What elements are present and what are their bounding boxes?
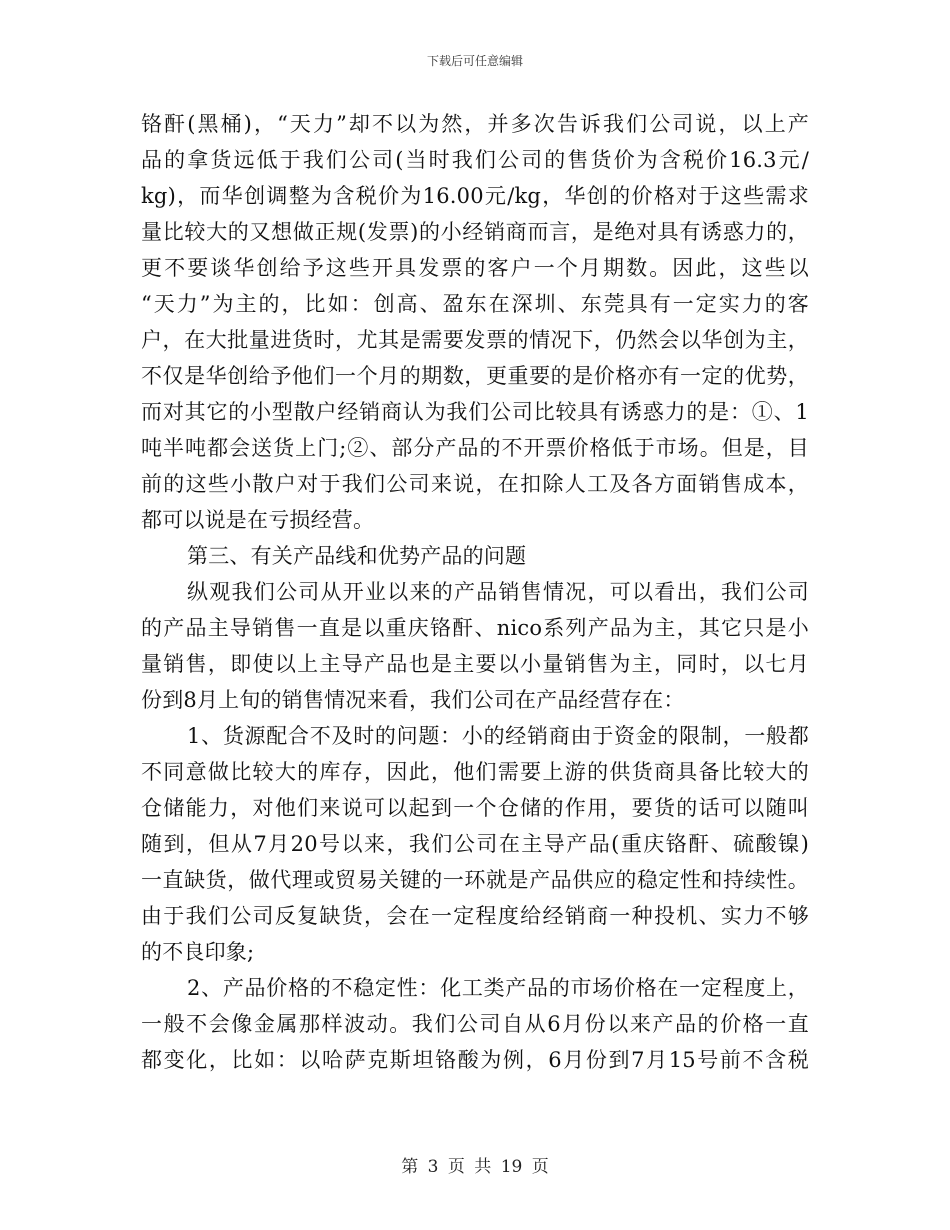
paragraph-start: 纵观我们公司从开业以来的产品销售情况，可以看出，我们公司 [187,580,809,604]
text-line: 一般不会像金属那样波动。我们公司自从6月份以来产品的价格一直 [141,1012,809,1036]
text-line: 户，在大批量进货时，尤其是需要发票的情况下，仍然会以华创为主， [141,328,809,352]
text-line: 量比较大的又想做正规(发票)的小经销商而言，是绝对具有诱惑力的， [141,220,809,244]
text-line: 前的这些小散户对于我们公司来说，在扣除人工及各方面销售成本， [141,472,809,496]
text-line: 不同意做比较大的库存，因此，他们需要上游的供货商具备比较大的 [141,760,809,784]
text-line: 品的拿货远低于我们公司(当时我们公司的售货价为含税价16.3元/ [141,148,809,172]
text-line: 更不要谈华创给予这些开具发票的客户一个月期数。因此，这些以 [141,256,809,280]
section-heading: 第三、有关产品线和优势产品的问题 [187,544,527,568]
text-line: 都可以说是在亏损经营。 [141,508,375,532]
document-body [141,106,809,1078]
text-line: 仓储能力，对他们来说可以起到一个仓储的作用，要货的话可以随叫 [141,796,809,820]
text-line: 份到8月上旬的销售情况来看，我们公司在产品经营存在： [141,688,685,712]
text-line: 的不良印象; [141,940,255,964]
text-line: 都变化，比如：以哈萨克斯坦铬酸为例，6月份到7月15号前不含税 [141,1048,809,1072]
text-line: 不仅是华创给予他们一个月的期数，更重要的是价格亦有一定的优势， [141,364,809,388]
page-footer: 第 3 页 共 19 页 [401,1157,549,1177]
text-line: 由于我们公司反复缺货，会在一定程度给经销商一种投机、实力不够 [141,904,809,928]
text-line: 的产品主导销售一直是以重庆铬酐、nico系列产品为主，其它只是小 [141,616,809,640]
text-line: 随到，但从7月20号以来，我们公司在主导产品(重庆铬酐、硫酸镍) [141,832,809,856]
text-line: 铬酐(黑桶)，“天力”却不以为然，并多次告诉我们公司说，以上产 [141,112,809,136]
text-line: 一直缺货，做代理或贸易关键的一环就是产品供应的稳定性和持续性。 [141,868,809,892]
text-line: kg)，而华创调整为含税价为16.00元/kg，华创的价格对于这些需求 [141,184,809,208]
paragraph-start: 2、产品价格的不稳定性：化工类产品的市场价格在一定程度上， [187,976,809,1000]
text-line: 吨半吨都会送货上门;②、部分产品的不开票价格低于市场。但是，目 [141,436,809,460]
text-line: 量销售，即使以上主导产品也是主要以小量销售为主，同时，以七月 [141,652,809,676]
paragraph-start: 1、货源配合不及时的问题：小的经销商由于资金的限制，一般都 [187,724,809,748]
text-line: 而对其它的小型散户经销商认为我们公司比较具有诱惑力的是：①、1 [141,400,809,424]
page-header: 下载后可任意编辑 [426,54,523,68]
text-line: “天力”为主的，比如：创高、盈东在深圳、东莞具有一定实力的客 [141,292,809,316]
